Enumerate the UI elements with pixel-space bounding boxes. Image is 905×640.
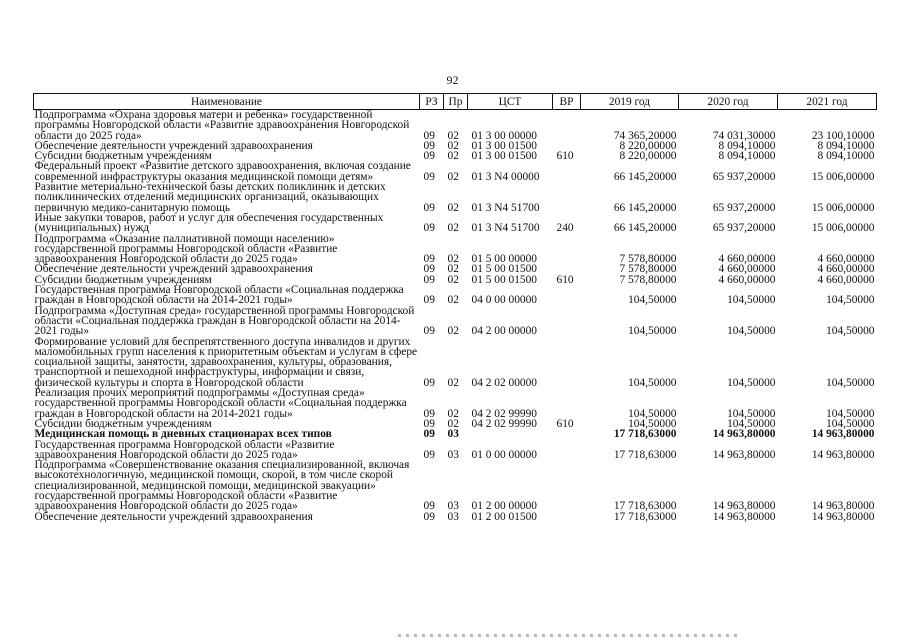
row-vr bbox=[553, 388, 581, 419]
row-name: Государственная программа Новгородской области «Социальная поддержка граждан в Новгородской области на 2014-2021 годы» bbox=[34, 284, 404, 307]
row-value-2020: 14 963,80000 bbox=[712, 428, 776, 441]
row-value-2019: 7 578,80000 bbox=[619, 263, 677, 276]
row-value-2019: 17 718,63000 bbox=[613, 448, 677, 461]
row-pr: 03 bbox=[447, 448, 459, 461]
scan-artifact bbox=[398, 634, 738, 637]
row-rz: 09 bbox=[423, 222, 435, 235]
row-value-2020: 104,50000 bbox=[727, 417, 776, 430]
row-name: Обеспечение деятельности учреждений здравоохранения bbox=[34, 139, 313, 152]
row-rz: 09 bbox=[423, 129, 435, 142]
row-value-2021: 104,50000 bbox=[826, 325, 875, 338]
row-cst: 01 5 00 00000 bbox=[471, 253, 537, 266]
row-cst bbox=[468, 429, 553, 439]
row-vr: 610 bbox=[556, 273, 574, 286]
row-name: Субсидии бюджетным учреждениям bbox=[34, 150, 212, 163]
row-value-2021: 14 963,80000 bbox=[811, 510, 875, 523]
row-value-2021: 8 094,10000 bbox=[817, 150, 875, 163]
row-pr: 02 bbox=[447, 139, 459, 152]
row-cst: 04 2 02 00000 bbox=[471, 376, 537, 389]
row-vr bbox=[553, 182, 581, 213]
row-pr: 02 bbox=[447, 376, 459, 389]
row-rz: 09 bbox=[423, 325, 435, 338]
row-pr: 02 bbox=[447, 150, 459, 163]
row-value-2019: 17 718,63000 bbox=[613, 500, 677, 513]
row-value-2021: 104,50000 bbox=[826, 417, 875, 430]
row-cst: 04 0 00 00000 bbox=[471, 294, 537, 307]
row-name: Субсидии бюджетным учреждениям bbox=[34, 417, 212, 430]
row-name: Обеспечение деятельности учреждений здравоохранения bbox=[34, 510, 313, 523]
header-2021: 2021 год bbox=[778, 94, 877, 110]
row-rz: 09 bbox=[423, 263, 435, 276]
header-cst: ЦСТ bbox=[468, 94, 553, 110]
row-value-2020: 104,50000 bbox=[727, 376, 776, 389]
row-value-2021: 104,50000 bbox=[826, 294, 875, 307]
row-value-2020: 74 031,30000 bbox=[712, 129, 776, 142]
row-value-2021: 104,50000 bbox=[826, 376, 875, 389]
row-value-2019: 8 220,00000 bbox=[619, 150, 677, 163]
row-value-2021: 4 660,00000 bbox=[817, 263, 875, 276]
row-pr: 02 bbox=[447, 201, 459, 214]
row-value-2019: 66 145,20000 bbox=[613, 170, 677, 183]
row-cst: 01 5 00 01500 bbox=[471, 273, 537, 286]
row-name: Медицинская помощь в дневных стационарах всех типов bbox=[34, 428, 332, 441]
row-value-2021: 8 094,10000 bbox=[817, 139, 875, 152]
row-vr: 610 bbox=[556, 417, 574, 430]
row-value-2019: 17 718,63000 bbox=[613, 428, 677, 441]
table-row bbox=[34, 512, 877, 522]
row-name: Формирование условий для беспрепятственного доступа инвалидов и других маломобильных групп населения к приоритетным объектам и услугам в сфере социальной защиты, занятости, здравоохранения, культуры, образования, транспортной и пешеходной инфраструктуры, информации и связи, физической культуры и спорта в Новгородской области bbox=[34, 335, 418, 389]
row-rz: 09 bbox=[423, 428, 435, 441]
row-vr bbox=[553, 512, 581, 522]
row-value-2020: 104,50000 bbox=[727, 407, 776, 420]
row-name: Обеспечение деятельности учреждений здравоохранения bbox=[34, 263, 313, 276]
row-value-2020: 8 094,10000 bbox=[718, 150, 776, 163]
row-value-2021: 14 963,80000 bbox=[811, 448, 875, 461]
row-value-2019: 74 365,20000 bbox=[613, 129, 677, 142]
row-vr bbox=[553, 161, 581, 182]
row-rz: 09 bbox=[423, 510, 435, 523]
row-value-2020: 14 963,80000 bbox=[712, 448, 776, 461]
row-rz: 09 bbox=[423, 376, 435, 389]
row-cst: 01 3 N4 51700 bbox=[471, 201, 540, 214]
row-name: Иные закупки товаров, работ и услуг для обеспечения государственных (муниципальных) нужд bbox=[34, 211, 384, 235]
row-value-2021: 15 006,00000 bbox=[811, 201, 875, 214]
row-value-2021: 15 006,00000 bbox=[811, 222, 875, 235]
row-cst: 01 2 00 00000 bbox=[471, 500, 537, 513]
row-rz: 09 bbox=[423, 201, 435, 214]
row-pr: 02 bbox=[447, 417, 459, 430]
row-rz: 09 bbox=[423, 448, 435, 461]
table-row bbox=[34, 285, 877, 306]
row-value-2020: 4 660,00000 bbox=[718, 253, 776, 266]
row-cst: 04 2 02 99990 bbox=[471, 407, 537, 420]
row-rz: 09 bbox=[423, 500, 435, 513]
row-value-2021: 4 660,00000 bbox=[817, 273, 875, 286]
row-value-2019: 7 578,80000 bbox=[619, 273, 677, 286]
row-value-2021: 14 963,80000 bbox=[811, 428, 875, 441]
row-vr bbox=[553, 440, 581, 461]
row-vr: 610 bbox=[556, 150, 574, 163]
row-value-2019: 66 145,20000 bbox=[613, 222, 677, 235]
row-value-2019: 7 578,80000 bbox=[619, 253, 677, 266]
row-pr: 02 bbox=[447, 273, 459, 286]
row-value-2021: 23 100,10000 bbox=[811, 129, 875, 142]
row-rz: 09 bbox=[423, 417, 435, 430]
header-rz: РЗ bbox=[420, 94, 444, 110]
table-row bbox=[34, 429, 877, 439]
table-row bbox=[34, 234, 877, 265]
table-row bbox=[34, 460, 877, 511]
row-pr: 03 bbox=[447, 500, 459, 513]
table-row bbox=[34, 306, 877, 337]
row-name: Подпрограмма «Совершенствование оказания специализированной, включая высокотехнологичную, медицинской помощи, скорой, в том числе скорой специализированной, медицинской помощи, медицинской эвакуации» государственной программы Новгородской области «Развитие здравоохранения Новгородской области до 2025 года» bbox=[34, 459, 410, 513]
table-row bbox=[34, 161, 877, 182]
row-rz: 09 bbox=[423, 273, 435, 286]
row-value-2020: 14 963,80000 bbox=[712, 500, 776, 513]
row-value-2020: 4 660,00000 bbox=[718, 263, 776, 276]
row-pr: 02 bbox=[447, 325, 459, 338]
row-value-2020: 14 963,80000 bbox=[712, 510, 776, 523]
row-value-2019: 104,50000 bbox=[628, 325, 677, 338]
row-value-2019: 17 718,63000 bbox=[613, 510, 677, 523]
row-cst: 01 3 00 00000 bbox=[471, 129, 537, 142]
header-2019: 2019 год bbox=[581, 94, 679, 110]
table-row bbox=[34, 213, 877, 234]
row-value-2021: 104,50000 bbox=[826, 407, 875, 420]
row-cst: 04 2 00 00000 bbox=[471, 325, 537, 338]
row-value-2020: 65 937,20000 bbox=[712, 222, 776, 235]
row-vr bbox=[553, 285, 581, 306]
row-rz: 09 bbox=[423, 139, 435, 152]
table-row bbox=[34, 182, 877, 213]
row-value-2020: 4 660,00000 bbox=[718, 273, 776, 286]
row-name: Подпрограмма «Оказание паллиативной помощи населению» государственной программы Новгородской области «Развитие здравоохранения Новгородской области до 2025 года» bbox=[34, 232, 338, 266]
row-value-2019: 8 220,00000 bbox=[619, 139, 677, 152]
header-pr: Пр bbox=[444, 94, 468, 110]
row-vr bbox=[553, 429, 581, 439]
row-cst: 01 3 N4 00000 bbox=[471, 170, 540, 183]
row-value-2021: 4 660,00000 bbox=[817, 253, 875, 266]
row-rz: 09 bbox=[423, 407, 435, 420]
table-row bbox=[34, 388, 877, 419]
header-name: Наименование bbox=[34, 94, 420, 110]
row-pr: 02 bbox=[447, 407, 459, 420]
row-name: Федеральный проект «Развитие детского здравоохранения, включая создание современной инфраструктуры оказания медицинской помощи детям» bbox=[34, 160, 411, 183]
row-pr: 03 bbox=[447, 428, 459, 441]
row-pr: 02 bbox=[447, 222, 459, 235]
table-header-row bbox=[34, 94, 877, 110]
row-cst: 01 3 00 01500 bbox=[471, 150, 537, 163]
row-pr: 02 bbox=[447, 294, 459, 307]
table-row bbox=[34, 440, 877, 461]
row-value-2019: 104,50000 bbox=[628, 417, 677, 430]
budget-table bbox=[33, 93, 877, 522]
header-vr: ВР bbox=[553, 94, 581, 110]
row-vr bbox=[553, 337, 581, 388]
row-pr: 02 bbox=[447, 170, 459, 183]
row-vr bbox=[553, 306, 581, 337]
row-value-2020: 104,50000 bbox=[727, 294, 776, 307]
row-pr: 03 bbox=[447, 510, 459, 523]
row-value-2019: 104,50000 bbox=[628, 294, 677, 307]
row-value-2019: 66 145,20000 bbox=[613, 201, 677, 214]
row-cst: 04 2 02 99990 bbox=[471, 417, 537, 430]
row-pr: 02 bbox=[447, 129, 459, 142]
row-value-2019: 104,50000 bbox=[628, 407, 677, 420]
row-name: Реализация прочих мероприятий подпрограммы «Доступная среда» государственной программы Новгородской области «Социальная поддержка граждан в Новгородской области на 2014-2021 годы» bbox=[34, 387, 407, 420]
row-cst: 01 5 00 01500 bbox=[471, 263, 537, 276]
row-rz: 09 bbox=[423, 170, 435, 183]
row-cst: 01 3 00 01500 bbox=[471, 139, 537, 152]
row-pr: 02 bbox=[447, 253, 459, 266]
table-body bbox=[34, 110, 877, 522]
row-vr bbox=[553, 460, 581, 511]
row-value-2019: 104,50000 bbox=[628, 376, 677, 389]
page-number: 92 bbox=[446, 73, 459, 87]
row-value-2020: 104,50000 bbox=[727, 325, 776, 338]
table-row bbox=[34, 110, 877, 141]
row-name: Подпрограмма «Охрана здоровья матери и ребенка» государственной программы Новгородской области «Развитие здравоохранения Новгородской области до 2025 года» bbox=[34, 109, 410, 142]
row-vr bbox=[553, 110, 581, 141]
row-rz: 09 bbox=[423, 150, 435, 163]
row-name: Субсидии бюджетным учреждениям bbox=[34, 273, 212, 286]
row-cst: 01 2 00 01500 bbox=[471, 510, 537, 523]
row-name: Развитие метериально-технической базы детских поликлиник и детских поликлинических отделений медицинских организаций, оказывающих первичную медико-санитарную помощь bbox=[34, 181, 386, 214]
row-value-2020: 65 937,20000 bbox=[712, 170, 776, 183]
row-pr: 02 bbox=[447, 263, 459, 276]
row-rz: 09 bbox=[423, 253, 435, 266]
row-value-2020: 65 937,20000 bbox=[712, 201, 776, 214]
row-value-2021: 14 963,80000 bbox=[811, 500, 875, 513]
row-vr: 240 bbox=[556, 222, 574, 235]
row-name: Подпрограмма «Доступная среда» государственной программы Новгородской области «Социальная поддержка граждан в Новгородской области на 2014-2021 годы» bbox=[34, 304, 415, 338]
header-2020: 2020 год bbox=[679, 94, 778, 110]
row-vr bbox=[553, 234, 581, 265]
row-value-2020: 8 094,10000 bbox=[718, 139, 776, 152]
row-cst: 01 3 N4 51700 bbox=[471, 222, 540, 235]
row-name: Государственная программа Новгородской области «Развитие здравоохранения Новгородской области до 2025 года» bbox=[34, 438, 335, 461]
row-rz: 09 bbox=[423, 294, 435, 307]
row-cst: 01 0 00 00000 bbox=[471, 448, 537, 461]
row-value-2021: 15 006,00000 bbox=[811, 170, 875, 183]
table-row bbox=[34, 337, 877, 388]
